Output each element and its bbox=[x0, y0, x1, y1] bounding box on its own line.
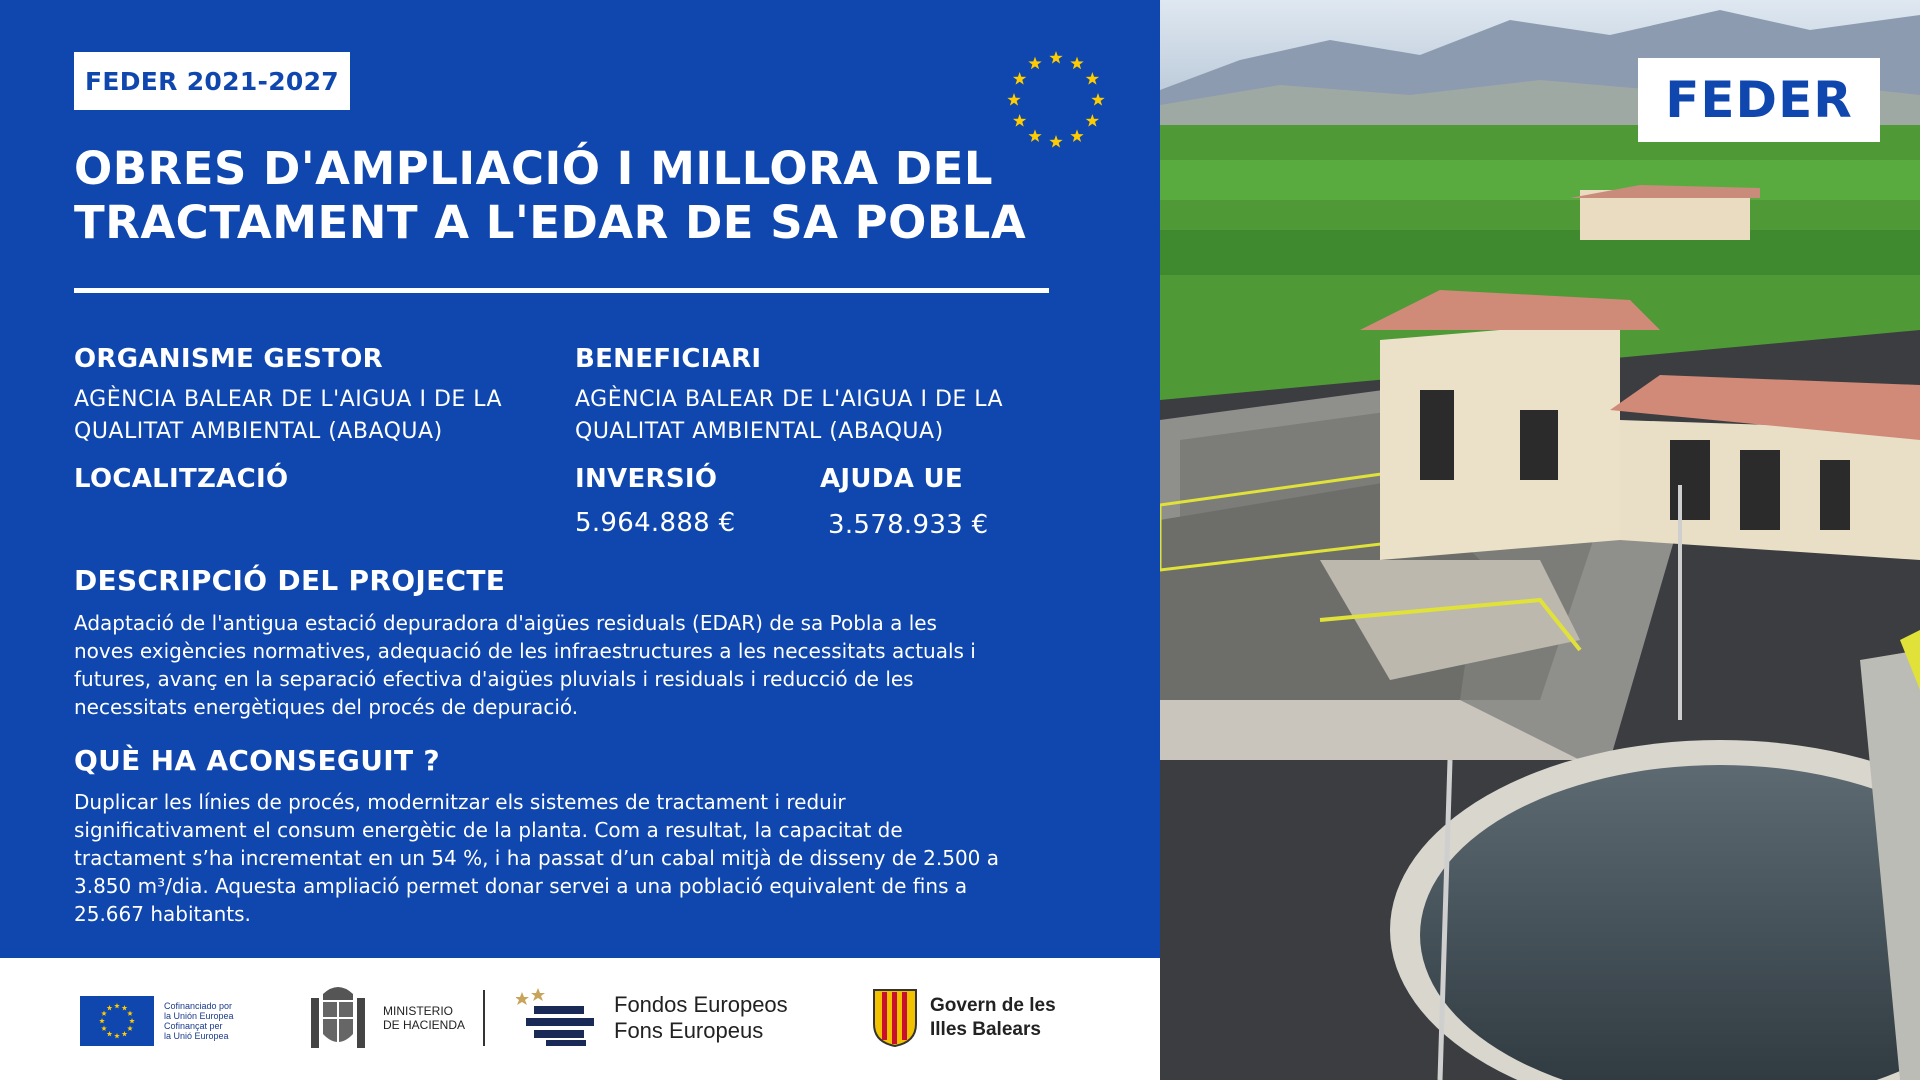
eu-stars-icon bbox=[1004, 48, 1108, 152]
ministerio-logo bbox=[303, 980, 485, 1056]
feder-badge: FEDER bbox=[1638, 58, 1880, 142]
plant-photo bbox=[1160, 0, 1920, 1080]
organisme-value bbox=[74, 384, 502, 448]
eu-line: Cofinançat per bbox=[164, 1021, 223, 1031]
page-title bbox=[74, 142, 1074, 250]
star-icon bbox=[1070, 129, 1083, 142]
govern-text bbox=[930, 994, 1056, 1042]
aconseguit-line: significativament el consum energètic de la planta. Com a resultat, la capacitat de bbox=[74, 818, 903, 842]
govern-logo bbox=[872, 988, 1056, 1048]
organisme-line-2: QUALITAT AMBIENTAL (ABAQUA) bbox=[74, 419, 443, 444]
spain-coat-of-arms-icon bbox=[303, 980, 373, 1056]
eu-cofinancing-text bbox=[164, 1001, 234, 1041]
title-divider bbox=[74, 288, 1049, 293]
fondos-line: Fondos Europeos bbox=[614, 992, 788, 1017]
localitzacio-label: LOCALITZACIÓ bbox=[74, 464, 289, 494]
aconseguit-heading: QUÈ HA ACONSEGUIT ? bbox=[74, 744, 440, 777]
eu-cofinancing-logo bbox=[80, 996, 234, 1046]
ajuda-value: 3.578.933 € bbox=[828, 510, 989, 540]
inversio-label: INVERSIÓ bbox=[575, 464, 718, 494]
footer-logos bbox=[0, 958, 1160, 1080]
star-icon bbox=[1028, 129, 1041, 142]
govern-line: Illes Balears bbox=[930, 1019, 1041, 1040]
descripcio-line: necessitats energètiques del procés de depuració. bbox=[74, 695, 579, 719]
ministerio-line: DE HACIENDA bbox=[383, 1018, 466, 1032]
beneficiari-line-2: QUALITAT AMBIENTAL (ABAQUA) bbox=[575, 419, 944, 444]
organisme-line-1: AGÈNCIA BALEAR DE L'AIGUA I DE LA bbox=[74, 387, 503, 412]
star-icon bbox=[1086, 72, 1099, 85]
beneficiari-line-1: AGÈNCIA BALEAR DE L'AIGUA I DE LA bbox=[575, 387, 1004, 412]
ajuda-label: AJUDA UE bbox=[820, 464, 963, 494]
aconseguit-line: Duplicar les línies de procés, modernitzar els sistemes de tractament i reduir bbox=[74, 790, 846, 814]
descripcio-line: noves exigències normatives, adequació de les infraestructures a les necessitats actuals i bbox=[74, 639, 976, 663]
plant-illustration bbox=[1160, 0, 1920, 1080]
star-icon bbox=[1007, 93, 1020, 106]
program-tag: FEDER 2021-2027 bbox=[74, 52, 350, 110]
aconseguit-line: 3.850 m³/dia. Aquesta ampliació permet donar servei a una població equivalent de fins a bbox=[74, 874, 968, 898]
descripcio-line: futures, avanç en la separació efectiva d'aigües pluvials i residuals i reducció de les bbox=[74, 667, 914, 691]
fondos-europeos-logo bbox=[516, 988, 788, 1048]
ministerio-text bbox=[383, 1004, 465, 1032]
aconseguit-line: tractament s’ha incrementat en un 54 %, i ha passat d’un cabal mitjà de disseny de 2.500 a bbox=[74, 846, 1000, 870]
star-icon bbox=[1091, 93, 1104, 106]
govern-line: Govern de les bbox=[930, 995, 1056, 1016]
descripcio-heading: DESCRIPCIÓ DEL PROJECTE bbox=[74, 564, 506, 597]
eu-line: Cofinanciado por bbox=[164, 1001, 233, 1011]
aconseguit-text bbox=[74, 788, 1094, 928]
fondos-text bbox=[614, 992, 788, 1044]
eu-flag-icon bbox=[80, 996, 154, 1046]
ministerio-line: MINISTERIO bbox=[383, 1004, 454, 1018]
star-icon bbox=[1086, 114, 1099, 127]
aconseguit-line: 25.667 habitants. bbox=[74, 902, 251, 926]
fondos-europeos-icon bbox=[516, 988, 604, 1048]
title-line-1: OBRES D'AMPLIACIÓ I MILLORA DEL bbox=[74, 142, 994, 195]
star-icon bbox=[1013, 72, 1026, 85]
title-line-2: TRACTAMENT A L'EDAR DE SA POBLA bbox=[74, 196, 1027, 249]
star-icon bbox=[1013, 114, 1026, 127]
eu-line: la Unión Europea bbox=[164, 1011, 234, 1021]
fondos-line: Fons Europeus bbox=[614, 1018, 764, 1043]
organisme-label: ORGANISME GESTOR bbox=[74, 344, 383, 374]
inversio-value: 5.964.888 € bbox=[575, 508, 736, 538]
logo-separator bbox=[483, 990, 485, 1046]
star-icon bbox=[1049, 51, 1062, 64]
eu-line: la Unió Europea bbox=[164, 1031, 229, 1041]
beneficiari-label: BENEFICIARI bbox=[575, 344, 762, 374]
star-icon bbox=[1070, 57, 1083, 70]
descripcio-line: Adaptació de l'antigua estació depuradora d'aigües residuals (EDAR) de sa Pobla a les bbox=[74, 611, 937, 635]
star-icon bbox=[1028, 57, 1041, 70]
beneficiari-value bbox=[575, 384, 1003, 448]
balearic-shield-icon bbox=[872, 988, 918, 1048]
descripcio-text bbox=[74, 609, 1094, 721]
